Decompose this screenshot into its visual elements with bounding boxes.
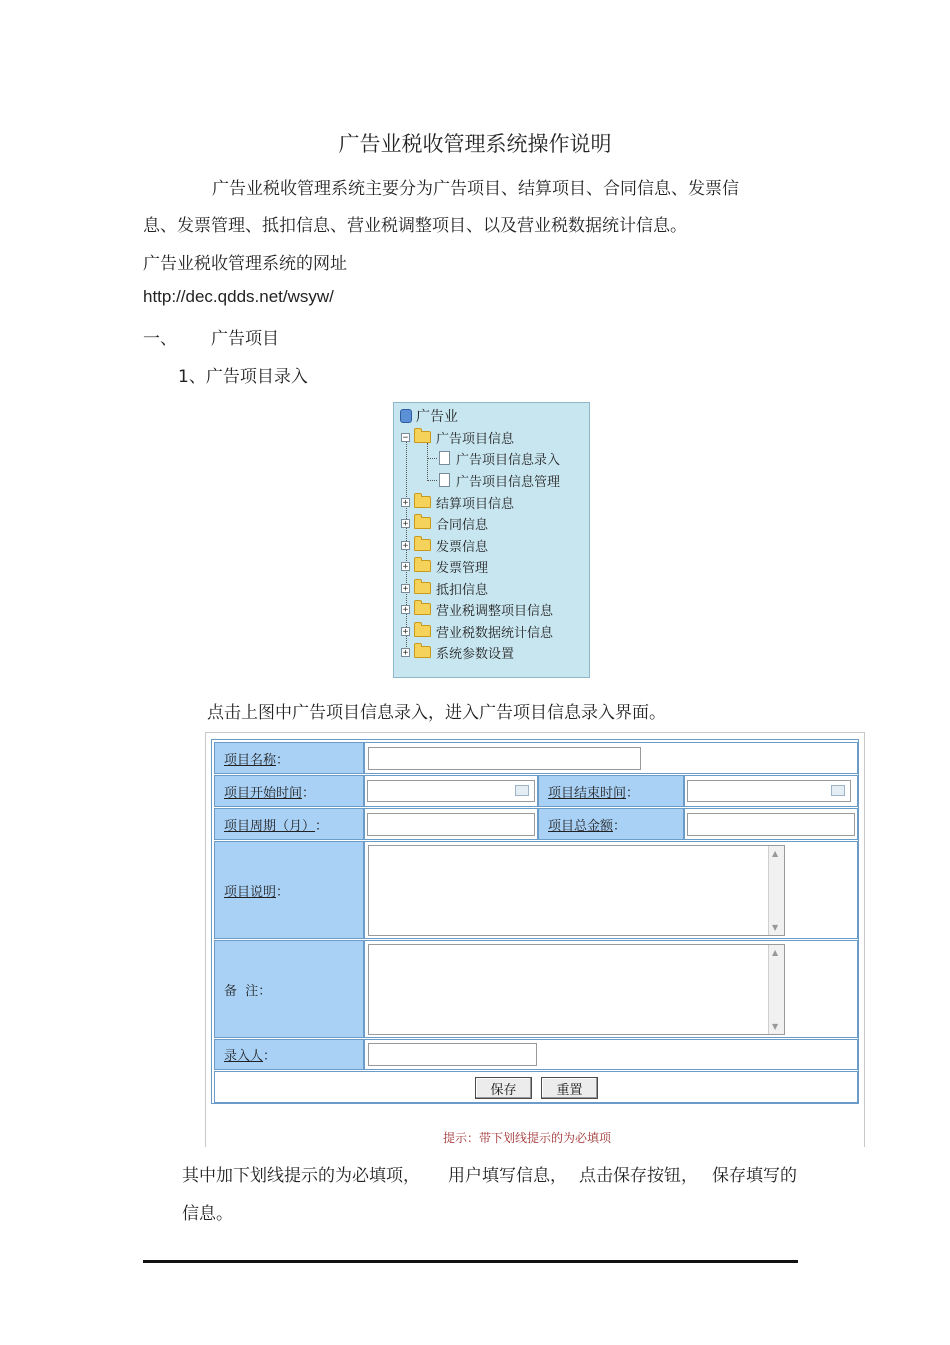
note-line-1d: 保存填写的	[712, 1166, 797, 1186]
note-line-1a: 其中加下划线提示的为必填项，	[182, 1166, 420, 1186]
tree-node-invoice-manage[interactable]: + 发票管理	[402, 560, 489, 576]
label-period: 项目周期（月） ：	[214, 808, 364, 840]
scrollbar[interactable]	[768, 846, 784, 935]
expand-icon[interactable]: +	[402, 497, 409, 508]
page-divider	[143, 1260, 798, 1263]
expand-icon[interactable]: +	[402, 626, 409, 637]
label-project-name: 项目名称 ：	[214, 742, 364, 774]
label-description: 项目说明 ：	[214, 841, 364, 939]
document-icon	[439, 451, 450, 465]
intro-line-1: 广告业税收管理系统主要分为广告项目、结算项目、合同信息、发票信	[212, 179, 739, 199]
folder-open-icon	[414, 431, 431, 443]
folder-icon	[414, 582, 431, 594]
start-time-input[interactable]	[367, 780, 535, 802]
expand-icon[interactable]: +	[402, 540, 409, 551]
section-number: 一、	[143, 329, 177, 349]
label-start-time: 项目开始时间 ：	[214, 775, 364, 807]
computer-icon	[400, 409, 412, 423]
expand-icon[interactable]: +	[402, 583, 409, 594]
tree-leaf-ad-info-manage[interactable]: 广告项目信息管理	[439, 470, 560, 490]
navigation-tree	[393, 402, 590, 678]
folder-icon	[414, 496, 431, 508]
scroll-down-icon[interactable]: ▼	[772, 923, 779, 932]
tree-node-deduction[interactable]: + 抵扣信息	[402, 582, 489, 598]
note-line-2: 信息。	[182, 1204, 233, 1224]
description-textarea[interactable]	[368, 845, 785, 936]
document-icon	[439, 473, 450, 487]
folder-icon	[414, 517, 431, 529]
tree-node-settlement[interactable]: + 结算项目信息	[402, 496, 515, 512]
expand-icon[interactable]: +	[402, 604, 409, 615]
scroll-down-icon[interactable]: ▼	[772, 1022, 779, 1031]
label-remark: 备 注 ：	[214, 940, 364, 1038]
tree-node-system-settings[interactable]: + 系统参数设置	[402, 646, 515, 662]
folder-icon	[414, 646, 431, 658]
folder-icon	[414, 625, 431, 637]
ad-project-entry-form	[211, 739, 859, 1104]
folder-icon	[414, 603, 431, 615]
folder-icon	[414, 539, 431, 551]
folder-icon	[414, 560, 431, 572]
collapse-icon[interactable]: −	[402, 432, 409, 443]
tree-node-ad-project-info[interactable]: − 广告项目信息	[402, 431, 515, 447]
total-amount-input[interactable]	[687, 813, 855, 836]
tree-leaf-ad-info-entry[interactable]: 广告项目信息录入	[439, 448, 560, 468]
note-line-1b: 用户填写信息，	[448, 1166, 567, 1186]
label-entered-by: 录入人 ：	[214, 1039, 364, 1070]
end-time-input[interactable]	[687, 780, 851, 802]
scrollbar[interactable]	[768, 945, 784, 1034]
reset-button[interactable]: 重置	[541, 1077, 598, 1099]
click-instruction: 点击上图中广告项目信息录入，进入广告项目信息录入界面。	[207, 703, 666, 723]
intro-line-2: 息、发票管理、抵扣信息、营业税调整项目、以及营业税数据统计信息。	[143, 216, 687, 236]
document-title: 广告业税收管理系统操作说明	[338, 132, 612, 156]
subsection-title: 1、广告项目录入	[178, 367, 308, 387]
system-url[interactable]: http://dec.qdds.net/wsyw/	[143, 287, 334, 306]
url-label: 广告业税收管理系统的网址	[143, 254, 347, 274]
remark-textarea[interactable]	[368, 944, 785, 1035]
tree-node-contract[interactable]: + 合同信息	[402, 517, 489, 533]
expand-icon[interactable]: +	[402, 561, 409, 572]
calendar-icon[interactable]	[515, 785, 529, 796]
entered-by-input[interactable]	[368, 1043, 537, 1066]
expand-icon[interactable]: +	[402, 518, 409, 529]
scroll-up-icon[interactable]: ▲	[772, 948, 779, 957]
tree-node-tax-stats[interactable]: + 营业税数据统计信息	[402, 625, 554, 641]
save-button[interactable]: 保存	[475, 1077, 532, 1099]
note-line-1c: 点击保存按钮，	[579, 1166, 698, 1186]
calendar-icon[interactable]	[831, 785, 845, 796]
label-total-amount: 项目总金额 ：	[538, 808, 684, 840]
label-end-time: 项目结束时间 ：	[538, 775, 684, 807]
tree-node-invoice-info[interactable]: + 发票信息	[402, 539, 489, 555]
project-name-input[interactable]	[368, 747, 641, 770]
tree-root[interactable]	[400, 406, 458, 426]
tree-root-label: 广告业	[416, 409, 458, 425]
period-input[interactable]	[367, 813, 535, 836]
section-title: 广告项目	[211, 329, 279, 349]
scroll-up-icon[interactable]: ▲	[772, 849, 779, 858]
tree-node-tax-adjust[interactable]: + 营业税调整项目信息	[402, 603, 554, 619]
expand-icon[interactable]: +	[402, 647, 409, 658]
required-hint: 提示：带下划线提示的为必填项	[443, 1131, 612, 1145]
